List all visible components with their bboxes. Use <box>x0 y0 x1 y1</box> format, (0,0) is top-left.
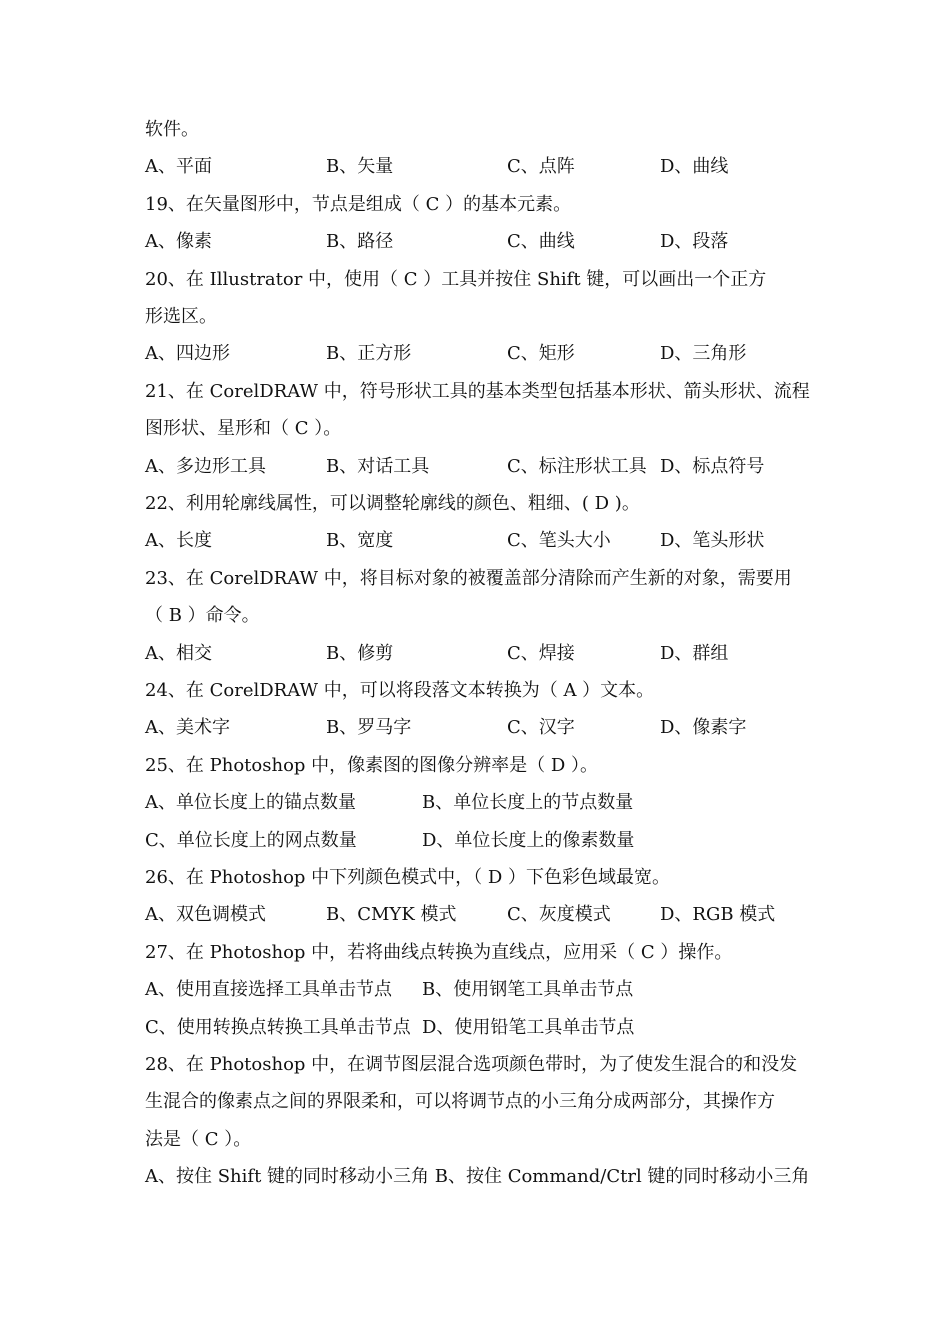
text-line: 21、在 CorelDRAW 中，符号形状工具的基本类型包括基本形状、箭头形状、流程 <box>145 380 810 402</box>
answer-option: A、美术字 <box>145 717 230 739</box>
answer-option: D、单位长度上的像素数量 <box>422 829 635 851</box>
answer-option: C、矩形 <box>507 343 575 365</box>
answer-option: C、标注形状工具 <box>507 455 647 477</box>
answer-option: C、汉字 <box>507 717 575 739</box>
text-line: 26、在 Photoshop 中下列颜色模式中，（ D ）下色彩色域最宽。 <box>145 867 671 888</box>
answer-option: C、点阵 <box>507 156 575 178</box>
answer-option: C、单位长度上的网点数量 <box>145 829 357 851</box>
text-line: 20、在 Illustrator 中，使用（ C ）工具并按住 Shift 键，可以画出一个正方 <box>145 268 767 290</box>
answer-option: A、相交 <box>145 642 212 664</box>
text-line: 23、在 CorelDRAW 中，将目标对象的被覆盖部分清除而产生新的对象，需要用 <box>145 567 792 589</box>
answer-option: C、笔头大小 <box>507 530 611 552</box>
answer-option: C、使用转换点转换工具单击节点 <box>145 1016 411 1038</box>
answer-option: D、标点符号 <box>660 455 765 477</box>
text-line: （ B ）命令。 <box>145 605 260 627</box>
text-line: 24、在 CorelDRAW 中，可以将段落文本转换为（ A ）文本。 <box>145 680 655 701</box>
option-row <box>145 978 825 1002</box>
option-row <box>145 829 825 853</box>
answer-option: C、灰度模式 <box>507 904 611 926</box>
text-line: 软件。 <box>145 119 199 140</box>
option-row <box>145 155 825 179</box>
answer-option: C、焊接 <box>507 642 575 664</box>
answer-option: B、罗马字 <box>326 717 412 739</box>
answer-option: A、多边形工具 <box>145 455 266 477</box>
answer-option: B、宽度 <box>326 530 394 552</box>
answer-option: D、像素字 <box>660 717 747 739</box>
answer-option: B、正方形 <box>326 343 412 365</box>
answer-option: B、矢量 <box>326 156 394 178</box>
answer-option: C、曲线 <box>507 231 575 253</box>
text-line: 27、在 Photoshop 中，若将曲线点转换为直线点，应用采（ C ）操作。 <box>145 941 733 963</box>
text-line: 法是（ C ）。 <box>145 1128 252 1150</box>
answer-option: B、路径 <box>326 231 394 253</box>
option-row <box>145 455 825 479</box>
answer-option: B、使用钢笔工具单击节点 <box>422 979 634 1001</box>
answer-option: A、平面 <box>145 156 212 178</box>
answer-option: A、长度 <box>145 530 212 552</box>
answer-option: A、单位长度上的锚点数量 <box>145 792 356 814</box>
answer-option: B、单位长度上的节点数量 <box>422 792 634 814</box>
option-row <box>145 1016 825 1040</box>
option-row <box>145 529 825 553</box>
answer-option: D、RGB 模式 <box>660 904 776 926</box>
option-row <box>145 342 825 366</box>
text-line: 形选区。 <box>145 306 217 327</box>
text-line: 22、利用轮廓线属性，可以调整轮廓线的颜色、粗细、( D )。 <box>145 493 640 514</box>
text-line: 生混合的像素点之间的界限柔和，可以将调节点的小三角分成两部分，其操作方 <box>145 1091 775 1113</box>
option-row <box>145 642 825 666</box>
answer-option: D、段落 <box>660 231 729 253</box>
answer-option: A、四边形 <box>145 343 230 365</box>
text-line: 图形状、星形和（ C ）。 <box>145 418 342 440</box>
answer-option: D、三角形 <box>660 343 747 365</box>
text-line: 25、在 Photoshop 中，像素图的图像分辨率是（ D ）。 <box>145 754 599 776</box>
text-line: A、按住 Shift 键的同时移动小三角 B、按住 Command/Ctrl 键的同时移动小三角 <box>145 1166 810 1188</box>
option-row <box>145 903 825 927</box>
option-row <box>145 230 825 254</box>
option-row <box>145 716 825 740</box>
answer-option: A、使用直接选择工具单击节点 <box>145 979 392 1001</box>
answer-option: D、群组 <box>660 642 729 664</box>
answer-option: A、像素 <box>145 231 212 253</box>
text-line: 28、在 Photoshop 中，在调节图层混合选项颜色带时，为了使发生混合的和没发 <box>145 1054 798 1075</box>
answer-option: D、曲线 <box>660 156 729 178</box>
answer-option: A、双色调模式 <box>145 904 266 926</box>
text-line: 19、在矢量图形中，节点是组成（ C ）的基本元素。 <box>145 193 572 215</box>
answer-option: B、CMYK 模式 <box>326 904 457 926</box>
answer-option: D、笔头形状 <box>660 530 765 552</box>
answer-option: D、使用铅笔工具单击节点 <box>422 1016 635 1038</box>
answer-option: B、对话工具 <box>326 455 430 477</box>
option-row <box>145 791 825 815</box>
answer-option: B、修剪 <box>326 642 394 664</box>
